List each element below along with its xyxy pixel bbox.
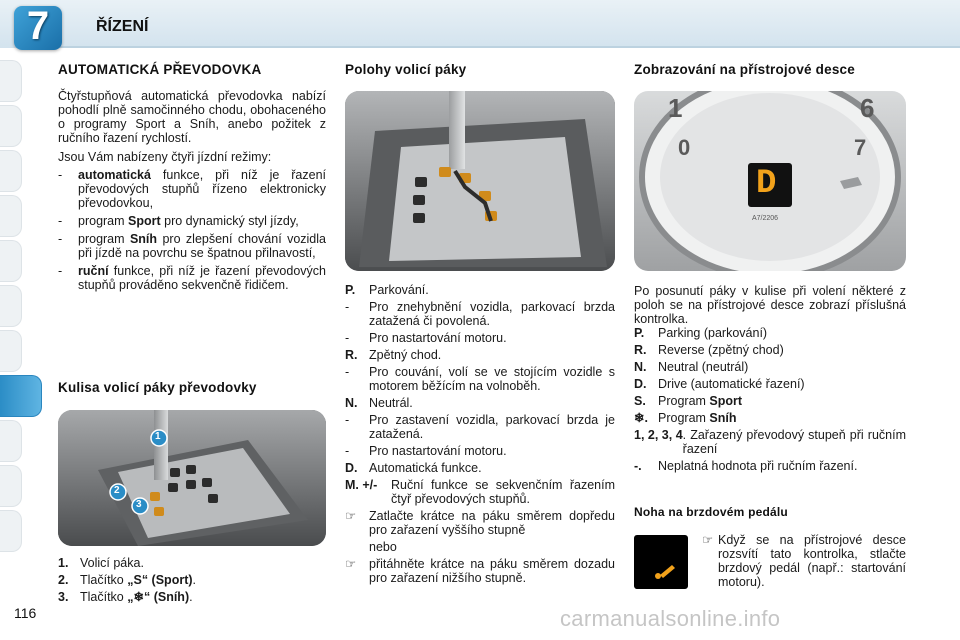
mode-item xyxy=(58,214,326,228)
mode-desc: funkce, při níž je řazení převodových stupňů prováděno sekvenčně řidičem. xyxy=(78,264,326,292)
legend-tail: . xyxy=(192,573,197,587)
position-key: N. xyxy=(345,396,358,410)
display-item xyxy=(634,394,906,408)
callout-3: 3 xyxy=(136,499,142,510)
chapter-tab[interactable] xyxy=(0,240,22,282)
display-key: ❄. xyxy=(634,411,648,425)
gear-display: D xyxy=(756,165,777,203)
brake-warning-light xyxy=(634,535,688,589)
position-text: Parkování. xyxy=(369,283,429,297)
display-intro: Po posunutí páky v kulise při volení některé z poloh se na přístrojové desce zobrazí příslušná kontrolka. xyxy=(634,284,906,326)
display-text xyxy=(658,343,906,357)
display-program: Sníh xyxy=(709,411,737,425)
position-item xyxy=(345,396,615,410)
gauge-small-label: A7/2206 xyxy=(752,215,779,222)
position-text: Neutrál. xyxy=(369,396,413,410)
position-text: nebo xyxy=(369,540,397,554)
position-item xyxy=(345,478,615,506)
display-text xyxy=(658,360,906,374)
page-number: 116 xyxy=(14,605,37,621)
position-key: D. xyxy=(345,461,358,475)
mode-item xyxy=(58,168,326,210)
position-text: Automatická funkce. xyxy=(369,461,482,475)
selector-lever-photo xyxy=(345,91,615,271)
display-label: Reverse (zpětný chod) xyxy=(658,343,784,357)
selector-lever-illustration xyxy=(345,91,615,271)
gauge-label-1: 1 xyxy=(668,93,683,123)
column-dashboard-display xyxy=(634,62,906,77)
mode-text xyxy=(78,264,326,292)
position-key: - xyxy=(345,331,350,345)
position-text: Pro nastartování motoru. xyxy=(369,331,507,345)
mode-name: automatická xyxy=(78,168,151,182)
legend-text xyxy=(80,573,326,587)
legend-label: Tlačítko xyxy=(80,573,128,587)
position-item xyxy=(345,331,615,345)
display-program: Sport xyxy=(709,394,743,408)
legend-button-name: „S“ (Sport) xyxy=(127,573,193,587)
display-text xyxy=(658,377,906,391)
position-item xyxy=(345,300,615,328)
chapter-tab[interactable] xyxy=(0,60,22,102)
chapter-tab[interactable] xyxy=(0,420,22,462)
position-key: ☞ xyxy=(345,557,357,571)
mode-prefix: program xyxy=(78,232,130,246)
gate-heading: Kulisa volicí páky převodovky xyxy=(58,380,257,395)
position-item xyxy=(345,413,615,441)
chapter-tabs xyxy=(0,60,26,555)
legend-item xyxy=(58,590,326,604)
column-selector-positions xyxy=(345,62,615,77)
mode-text xyxy=(78,232,326,260)
modes-intro: Jsou Vám nabízeny čtyři jízdní režimy: xyxy=(58,150,272,164)
section-heading: AUTOMATICKÁ PŘEVODOVKA xyxy=(58,62,262,77)
mode-desc: pro dynamický styl jízdy, xyxy=(160,214,299,228)
display-item xyxy=(634,343,906,357)
mode-text xyxy=(78,214,326,228)
legend-key: 2. xyxy=(58,573,69,587)
position-item xyxy=(345,461,615,475)
legend-key: 3. xyxy=(58,590,69,604)
display-label: Neplatná hodnota při ručním řazení. xyxy=(658,459,858,473)
mode-item xyxy=(58,232,326,260)
mode-desc: pro zlepšení chování vozidla při jízdě na povrchu se špatnou přilnavostí, xyxy=(78,232,326,260)
position-key: ☞ xyxy=(345,509,357,523)
chapter-tab-active[interactable] xyxy=(0,375,42,417)
modes-list xyxy=(58,168,326,292)
position-key: P. xyxy=(345,283,356,297)
mode-dash: - xyxy=(58,232,63,246)
legend-tail: . xyxy=(189,590,193,604)
display-text xyxy=(658,394,906,408)
legend-item xyxy=(58,556,326,570)
positions-list xyxy=(345,283,615,588)
position-item xyxy=(345,557,615,585)
display-text xyxy=(658,326,906,340)
display-item xyxy=(634,377,906,391)
position-text: Ruční funkce se sekvenčním řazením čtyř převodových stupňů. xyxy=(391,478,615,506)
legend-text xyxy=(80,590,326,604)
brake-note xyxy=(702,533,906,589)
mode-desc: funkce, při níž je řazení převodových stupňů řízeno elektronicky převodovkou, xyxy=(78,168,326,210)
chapter-tab[interactable] xyxy=(0,510,22,552)
display-key: N. xyxy=(634,360,647,374)
mode-name: Sport xyxy=(128,214,161,228)
display-label: Parking (parkování) xyxy=(658,326,768,340)
display-item xyxy=(634,360,906,374)
chapter-number: 7 xyxy=(26,4,50,48)
mode-name: Sníh xyxy=(129,232,158,246)
column-automatic-gearbox xyxy=(58,62,326,395)
legend-item xyxy=(58,573,326,587)
chapter-tab[interactable] xyxy=(0,150,22,192)
brake-heading: Noha na brzdovém pedálu xyxy=(634,505,788,519)
chapter-tab[interactable] xyxy=(0,195,22,237)
display-key: P. xyxy=(634,326,645,340)
mode-dash: - xyxy=(58,168,63,182)
hand-pointer-icon: ☞ xyxy=(702,533,714,547)
position-item xyxy=(345,509,615,537)
position-key: R. xyxy=(345,348,358,362)
position-item xyxy=(345,283,615,297)
display-text xyxy=(683,428,906,456)
watermark: carmanualsonline.info xyxy=(560,606,781,631)
brake-note-text: Když se na přístrojové desce rozsvítí tato kontrolka, stlačte brzdový pedál (např.: startování motoru). xyxy=(718,533,906,589)
display-label: . Zařazený převodový stupeň při ručním řazení xyxy=(682,428,906,456)
mode-text xyxy=(78,168,326,210)
display-label: Neutral (neutrál) xyxy=(658,360,749,374)
legend-key: 1. xyxy=(58,556,69,570)
gear-gate-illustration xyxy=(58,410,326,546)
gauge-label-7: 7 xyxy=(854,135,867,160)
display-text xyxy=(658,459,906,473)
legend-label: Volicí páka. xyxy=(80,556,144,570)
section-heading: Polohy volicí páky xyxy=(345,62,467,77)
chapter-tab[interactable] xyxy=(0,465,22,507)
display-label: Drive (automatické řazení) xyxy=(658,377,805,391)
legend-text xyxy=(80,556,326,570)
mode-dash: - xyxy=(58,264,63,278)
position-key: M. +/- xyxy=(345,478,378,492)
position-text: Zpětný chod. xyxy=(369,348,442,362)
position-key: - xyxy=(345,300,350,314)
position-text: Zatlačte krátce na páku směrem dopředu pro zařazení vyššího stupně xyxy=(369,509,615,537)
display-item xyxy=(634,459,906,473)
display-item xyxy=(634,411,906,425)
display-items-list xyxy=(634,326,906,476)
legend-button-name: „❄“ (Sníh) xyxy=(127,590,190,604)
display-text xyxy=(658,411,906,425)
mode-prefix: program xyxy=(78,214,129,228)
display-label: Program xyxy=(658,411,710,425)
display-key: D. xyxy=(634,377,647,391)
chapter-title: ŘÍZENÍ xyxy=(96,18,149,35)
gear-gate-photo xyxy=(58,410,326,546)
mode-name: ruční xyxy=(78,264,109,278)
header-divider xyxy=(60,46,960,48)
position-key: - xyxy=(345,444,350,458)
display-item xyxy=(634,326,906,340)
position-text: přitáhněte krátce na páku směrem dozadu pro zařazení nižšího stupně. xyxy=(369,557,615,585)
display-key: 1, 2, 3, 4 xyxy=(634,428,683,442)
position-key: - xyxy=(345,365,350,379)
position-text: Pro couvání, volí se ve stojícím vozidle s motorem běžícím na volnoběh. xyxy=(369,365,615,393)
display-key: R. xyxy=(634,343,647,357)
position-text: Pro znehybnění vozidla, parkovací brzda zatažená či povolená. xyxy=(369,300,615,328)
mode-dash: - xyxy=(58,214,63,228)
display-label: Program xyxy=(658,394,710,408)
position-item xyxy=(345,348,615,362)
callout-2: 2 xyxy=(114,485,120,496)
position-key xyxy=(345,540,369,554)
position-item xyxy=(345,444,615,458)
position-text: Pro nastartování motoru. xyxy=(369,444,507,458)
position-text: Pro zastavení vozidla, parkovací brzda je zatažená. xyxy=(369,413,615,441)
mode-item xyxy=(58,264,326,292)
gauge-label-0: 0 xyxy=(678,135,691,160)
chapter-tab[interactable] xyxy=(0,105,22,147)
position-key: - xyxy=(345,413,350,427)
display-key: -. xyxy=(634,459,642,473)
display-key: S. xyxy=(634,394,646,408)
chapter-tab[interactable] xyxy=(0,330,22,372)
gauge-label-6: 6 xyxy=(860,93,875,123)
gate-legend xyxy=(58,556,326,607)
position-item xyxy=(345,540,615,554)
section-heading: Zobrazování na přístrojové desce xyxy=(634,62,855,77)
legend-label: Tlačítko xyxy=(80,590,128,604)
dashboard-photo xyxy=(634,91,906,271)
display-item xyxy=(634,428,906,456)
brake-pedal-icon xyxy=(634,535,688,589)
position-item xyxy=(345,365,615,393)
chapter-tab[interactable] xyxy=(0,285,22,327)
intro-paragraph: Čtyřstupňová automatická převodovka nabízí pohodlí plně samočinného chodu, obohaceného o programy Sport a Sníh, anebo požitek z ručního řazení rychlostí. xyxy=(58,89,326,145)
callout-1: 1 xyxy=(155,431,161,442)
